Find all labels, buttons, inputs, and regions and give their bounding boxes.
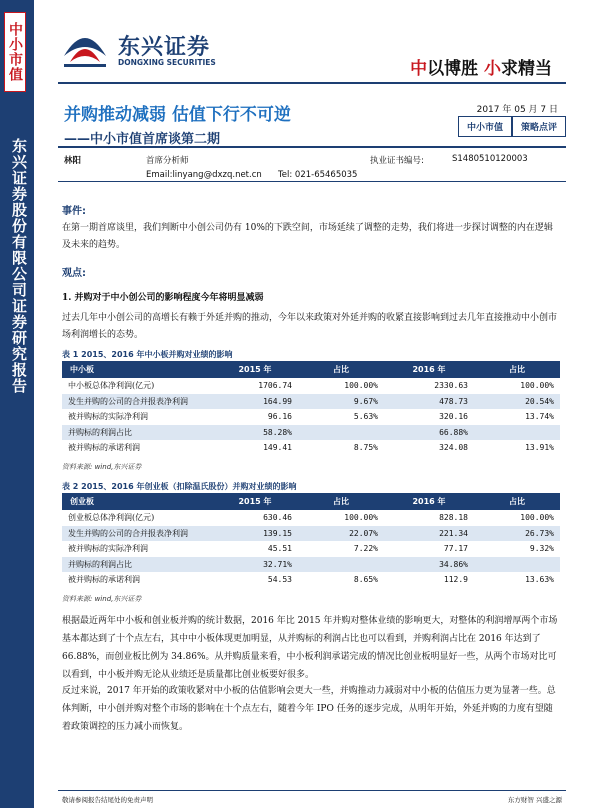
- table-row: [62, 394, 560, 410]
- table1-header: 占比: [298, 361, 384, 378]
- slogan: [410, 54, 552, 79]
- analyst-cert-label: 执业证书编号:: [370, 156, 424, 166]
- table-cell: 被并购标的承诺利润: [62, 440, 212, 456]
- sidebar: [0, 0, 34, 808]
- table-cell: 164.99: [212, 394, 298, 410]
- table-cell: 中小板总体净利润(亿元): [62, 378, 212, 394]
- table-row: [62, 378, 560, 394]
- table-row: [62, 541, 560, 557]
- analyst-name: 林阳: [64, 156, 82, 166]
- table-cell: [298, 557, 384, 573]
- table-cell: 58.28%: [212, 425, 298, 441]
- table2-caption: 表 2 2015、2016 年创业板（扣除温氏股份）并购对业绩的影响: [62, 482, 297, 491]
- body-paragraph-2: 反过来说，2017 年开始的政策收紧对中小板的估值影响会更大一些，并购推动力减弱对中小板的估值压力更为显著一些。总体判断，中小创并购对整个市场的影响在十个点左右，随着今年 IPO 任务的逐步完成，从明年开始，外延并购的力度有望随着政策调控的压力减小而恢复。: [62, 686, 556, 732]
- table-cell: 发生并购的公司的合并报表净利润: [62, 394, 212, 410]
- logo-en-text: DONGXING SECURITIES: [118, 58, 216, 67]
- report-subtitle: ——中小市值首席谈第二期: [64, 132, 221, 147]
- analyst-email: Email:linyang@dxzq.net.cn: [146, 170, 262, 180]
- table2-header: 占比: [298, 493, 384, 510]
- table-cell: 8.65%: [298, 572, 384, 588]
- report-category: 中小市值: [458, 116, 512, 137]
- table2-header: 2015 年: [212, 493, 298, 510]
- event-heading: 事件:: [62, 206, 86, 217]
- slogan-text-2: 求精当: [501, 59, 552, 79]
- logo-emblem-icon: [60, 26, 110, 70]
- table-cell: 1706.74: [212, 378, 298, 394]
- table-cell: 54.53: [212, 572, 298, 588]
- analyst-role: 首席分析师: [146, 156, 189, 166]
- table-cell: 被并购标的实际净利润: [62, 541, 212, 557]
- table-cell: 34.86%: [384, 557, 474, 573]
- table-row: [62, 572, 560, 588]
- footer-disclaimer: 敬请参阅报告结尾处的免责声明: [62, 796, 153, 804]
- table-row: [62, 557, 560, 573]
- table-cell: 13.74%: [474, 409, 560, 425]
- table-cell: 20.54%: [474, 394, 560, 410]
- table-cell: 8.75%: [298, 440, 384, 456]
- body-paragraph-1: 根据最近两年中小板和创业板并购的统计数据，2016 年比 2015 年并购对整体业绩的影响更大，对整体的利润增厚两个市场基本都达到了十个点左右，其中中小板体现更加明显，从并购标的利润占比也可以看到，并购利润占比在 2016 年达到了 66.88%，而创业板比例为 34.86%。从并购质量来看，中小板利润承诺完成的情况比创业板明显好一些，从两个市场对比可以看到，中小板并购无论从业绩还是质量都比创业板要好很多。: [62, 616, 558, 680]
- company-logo: [60, 26, 260, 74]
- table-row: [62, 425, 560, 441]
- table1: [62, 361, 560, 456]
- table-cell: 并购标的利润占比: [62, 557, 212, 573]
- table2-header: 2016 年: [384, 493, 474, 510]
- table2-header-row: [62, 493, 560, 510]
- table-cell: 7.22%: [298, 541, 384, 557]
- table-cell: 45.51: [212, 541, 298, 557]
- table-row: [62, 510, 560, 526]
- table2: [62, 493, 560, 588]
- table-cell: 22.07%: [298, 526, 384, 542]
- table-cell: 100.00%: [474, 378, 560, 394]
- footer-rule: [58, 790, 566, 791]
- table-cell: 139.15: [212, 526, 298, 542]
- table-cell: 9.32%: [474, 541, 560, 557]
- table-cell: 100.00%: [298, 378, 384, 394]
- table1-source: 资料来源: wind,东兴证券: [62, 463, 142, 471]
- table-cell: 100.00%: [474, 510, 560, 526]
- table-cell: 2330.63: [384, 378, 474, 394]
- table1-header-row: [62, 361, 560, 378]
- table-cell: [474, 425, 560, 441]
- table2-header: 占比: [474, 493, 560, 510]
- table-row: [62, 440, 560, 456]
- table-cell: [474, 557, 560, 573]
- table-cell: 9.67%: [298, 394, 384, 410]
- table2-source: 资料来源: wind,东兴证券: [62, 595, 142, 603]
- logo-cn-text: 东兴证券: [118, 35, 211, 60]
- table-cell: 被并购标的实际净利润: [62, 409, 212, 425]
- table-cell: 创业板总体净利润(亿元): [62, 510, 212, 526]
- table-cell: 26.73%: [474, 526, 560, 542]
- table-cell: 324.08: [384, 440, 474, 456]
- report-type: 策略点评: [512, 116, 566, 137]
- analyst-cert: S1480510120003: [452, 154, 528, 164]
- table1-header: 2016 年: [384, 361, 474, 378]
- table-row: [62, 526, 560, 542]
- sidebar-category-tag: 中小市值: [4, 12, 26, 92]
- analyst-tel: Tel: 021-65465035: [278, 170, 358, 180]
- table-cell: 221.34: [384, 526, 474, 542]
- table-cell: 32.71%: [212, 557, 298, 573]
- header-rule: [58, 82, 566, 84]
- table-cell: 发生并购的公司的合并报表净利润: [62, 526, 212, 542]
- sidebar-company-text: 东兴证券股份有限公司证券研究报告: [10, 138, 28, 394]
- table-cell: 112.9: [384, 572, 474, 588]
- event-text: 在第一期首席谈里，我们判断中小创公司仍有 10%的下跌空间，市场延续了调整的走势，我们将进一步探讨调整的内在逻辑及未来的趋势。: [62, 223, 553, 250]
- footer-motto: 东方财智 兴盛之源: [507, 796, 562, 804]
- report-title: 并购推动减弱 估值下行不可逆: [64, 105, 291, 125]
- slogan-red-1: 中: [410, 59, 428, 79]
- table-row: [62, 409, 560, 425]
- table-cell: 828.18: [384, 510, 474, 526]
- report-date: 2017 年 05 月 7 日: [476, 105, 558, 115]
- table1-header: 占比: [474, 361, 560, 378]
- table-cell: 并购标的利润占比: [62, 425, 212, 441]
- table-cell: 13.91%: [474, 440, 560, 456]
- table-cell: 149.41: [212, 440, 298, 456]
- table-cell: 13.63%: [474, 572, 560, 588]
- report-meta: [458, 116, 566, 137]
- point-1-heading: 1. 并购对于中小创公司的影响程度今年将明显减弱: [62, 293, 264, 303]
- table-cell: 66.88%: [384, 425, 474, 441]
- slogan-text-1: 以博胜: [427, 59, 484, 79]
- table-cell: 77.17: [384, 541, 474, 557]
- table-cell: 630.46: [212, 510, 298, 526]
- table1-header: 中小板: [62, 361, 212, 378]
- table-cell: 96.16: [212, 409, 298, 425]
- point-1-text: 过去几年中小创公司的高增长有赖于外延并购的推动，今年以来政策对外延并购的收紧直接影响到过去几年直接推动中小创市场利润增长的态势。: [62, 313, 558, 340]
- table1-caption: 表 1 2015、2016 年中小板并购对业绩的影响: [62, 350, 233, 359]
- table-cell: 320.16: [384, 409, 474, 425]
- table-cell: 5.63%: [298, 409, 384, 425]
- table-cell: 被并购标的承诺利润: [62, 572, 212, 588]
- table-cell: [298, 425, 384, 441]
- view-heading: 观点:: [62, 268, 86, 279]
- table-cell: 478.73: [384, 394, 474, 410]
- slogan-red-2: 小: [484, 59, 501, 79]
- table2-header: 创业板: [62, 493, 212, 510]
- table-cell: 100.00%: [298, 510, 384, 526]
- table1-header: 2015 年: [212, 361, 298, 378]
- analyst-info: [58, 146, 566, 182]
